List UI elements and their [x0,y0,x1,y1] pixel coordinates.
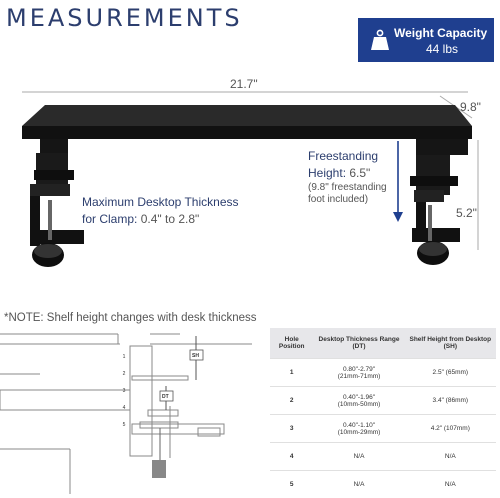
clamp-diagram [0,324,260,494]
hole-cell: 2 [270,387,313,415]
table-row [270,415,496,443]
desktop-thickness-prefix: for Clamp: [82,212,137,226]
table-row [270,443,496,471]
freestanding-height-callout [308,148,400,206]
height-cell: 3.4" (86mm) [405,387,496,415]
freestanding-height-value: 6.5" [349,166,370,180]
shelf-height-note: *NOTE: Shelf height changes with desk thickness [4,312,257,324]
height-cell: 2.5" (65mm) [405,359,496,387]
range-cell: 0.40"-1.10" (10mm-29mm) [313,415,404,443]
hole-cell: 1 [270,359,313,387]
weight-capacity-value: 44 lbs [402,42,482,56]
height-cell: N/A [405,471,496,498]
weight-capacity-label: Weight Capacity [394,26,487,40]
dt-label: DT [162,394,169,400]
desktop-thickness-value: 0.4" to 2.8" [141,212,200,226]
range-cell: N/A [313,471,404,498]
column-header: Desktop Thickness Range (DT) [313,328,404,359]
height-cell: 4.2" (107mm) [405,415,496,443]
diagram-hole-numbers [120,349,128,434]
table-header-row [270,328,496,359]
sh-label: SH [192,353,199,359]
width-dimension: 21.7" [230,77,258,91]
page-title: MEASUREMENTS [6,4,243,32]
table-row [270,387,496,415]
clamp-depth-dimension: 5.2" [456,206,477,220]
freestanding-label: Freestanding [308,148,400,165]
freestanding-foot-note: (9.8" freestanding foot included) [308,182,400,206]
range-cell: 0.80"-2.79" (21mm-71mm) [313,359,404,387]
height-cell: N/A [405,443,496,471]
table-row [270,359,496,387]
column-header: Shelf Height from Desktop (SH) [405,328,496,359]
hole-cell: 3 [270,415,313,443]
hole-number: 3 [120,383,128,400]
desktop-thickness-callout [82,194,282,228]
hole-number: 2 [120,366,128,383]
range-cell: 0.40"-1.96" (10mm-50mm) [313,387,404,415]
hole-number: 1 [120,349,128,366]
hole-cell: 4 [270,443,313,471]
freestanding-height-prefix: Height: [308,166,346,180]
desktop-thickness-line1: Maximum Desktop Thickness [82,194,282,211]
depth-dimension: 9.8" [460,100,481,114]
column-header: Hole Position [270,328,313,359]
hole-position-table [270,328,496,498]
range-cell: N/A [313,443,404,471]
hole-number: 5 [120,417,128,434]
hole-number: 4 [120,400,128,417]
hole-cell: 5 [270,471,313,498]
